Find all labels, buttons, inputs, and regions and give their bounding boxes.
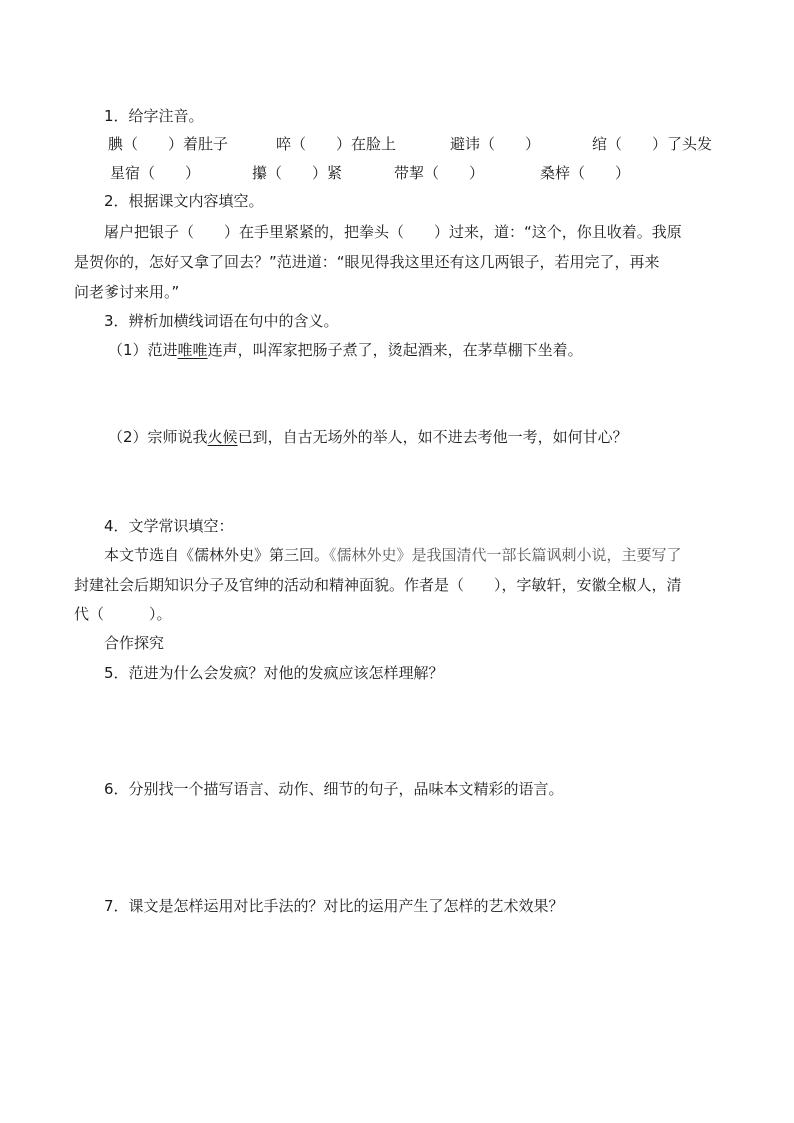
q4-title: 4．文学常识填空： <box>104 517 234 535</box>
q3-item-2-pre: （2）宗师说我 <box>108 428 208 446</box>
q2-text-line: 是贺你的，怎好又拿了回去？”范进道：“眼见得我这里还有这几两银子，若用完了，再来 <box>74 253 660 271</box>
q3-item-1-pre: （1）范进 <box>108 341 178 359</box>
q4-text-part: 本文节选自《儒林外史》第三回。 <box>104 546 330 564</box>
q1-title: 1．给字注音。 <box>104 107 204 125</box>
q4-text-line: 封建社会后期知识分子及官绅的活动和精神面貌。作者是（ ），字敏轩，安徽全椒人，清 <box>74 576 682 594</box>
q1-item: 绾（ ）了头发 <box>592 135 713 153</box>
q2-title: 2．根据课文内容填空。 <box>104 192 264 210</box>
q4-text-line <box>104 545 682 565</box>
q2-text-line: 屠户把银子（ ）在手里紧紧的，把拳头（ ）过来，道：“这个，你且收着。我原 <box>104 223 682 241</box>
q3-item-2 <box>108 427 628 447</box>
q3-item-2-underlined-word: 火候 <box>207 428 238 446</box>
q1-item: 啐（ ）在脸上 <box>276 135 397 153</box>
q2-text-line: 问老爹讨来用。” <box>74 283 180 301</box>
q3-item-1-underlined-word: 唯唯 <box>177 341 208 359</box>
q3-item-2-post: 已到，自古无场外的举人，如不进去考他一考，如何甘心？ <box>237 428 628 446</box>
section-heading: 合作探究 <box>104 634 165 652</box>
q6-question: 6．分别找一个描写语言、动作、细节的句子，品味本文精彩的语言。 <box>104 780 564 798</box>
q4-text-line: 代（ ）。 <box>74 605 172 623</box>
q1-item: 攥（ ）紧 <box>252 164 343 182</box>
q4-text-part: 《儒林外史》是我国清代一部长篇讽刺小说，主要写了 <box>329 546 682 564</box>
q3-item-1-post: 连声，叫浑家把肠子煮了，烫起酒来，在茅草棚下坐着。 <box>207 341 583 359</box>
q1-item: 避讳（ ） <box>450 135 541 153</box>
q1-item: 桑梓（ ） <box>540 164 631 182</box>
q1-item: 带挈（ ） <box>394 164 485 182</box>
q3-item-1 <box>108 340 583 360</box>
q5-question: 5．范进为什么会发疯？对他的发疯应该怎样理解？ <box>104 664 444 682</box>
q3-title: 3．辨析加横线词语在句中的含义。 <box>104 312 339 330</box>
q1-item: 星宿（ ） <box>110 164 201 182</box>
q7-question: 7．课文是怎样运用对比手法的？对比的运用产生了怎样的艺术效果？ <box>104 897 564 915</box>
q1-item: 腆（ ）着肚子 <box>108 135 229 153</box>
